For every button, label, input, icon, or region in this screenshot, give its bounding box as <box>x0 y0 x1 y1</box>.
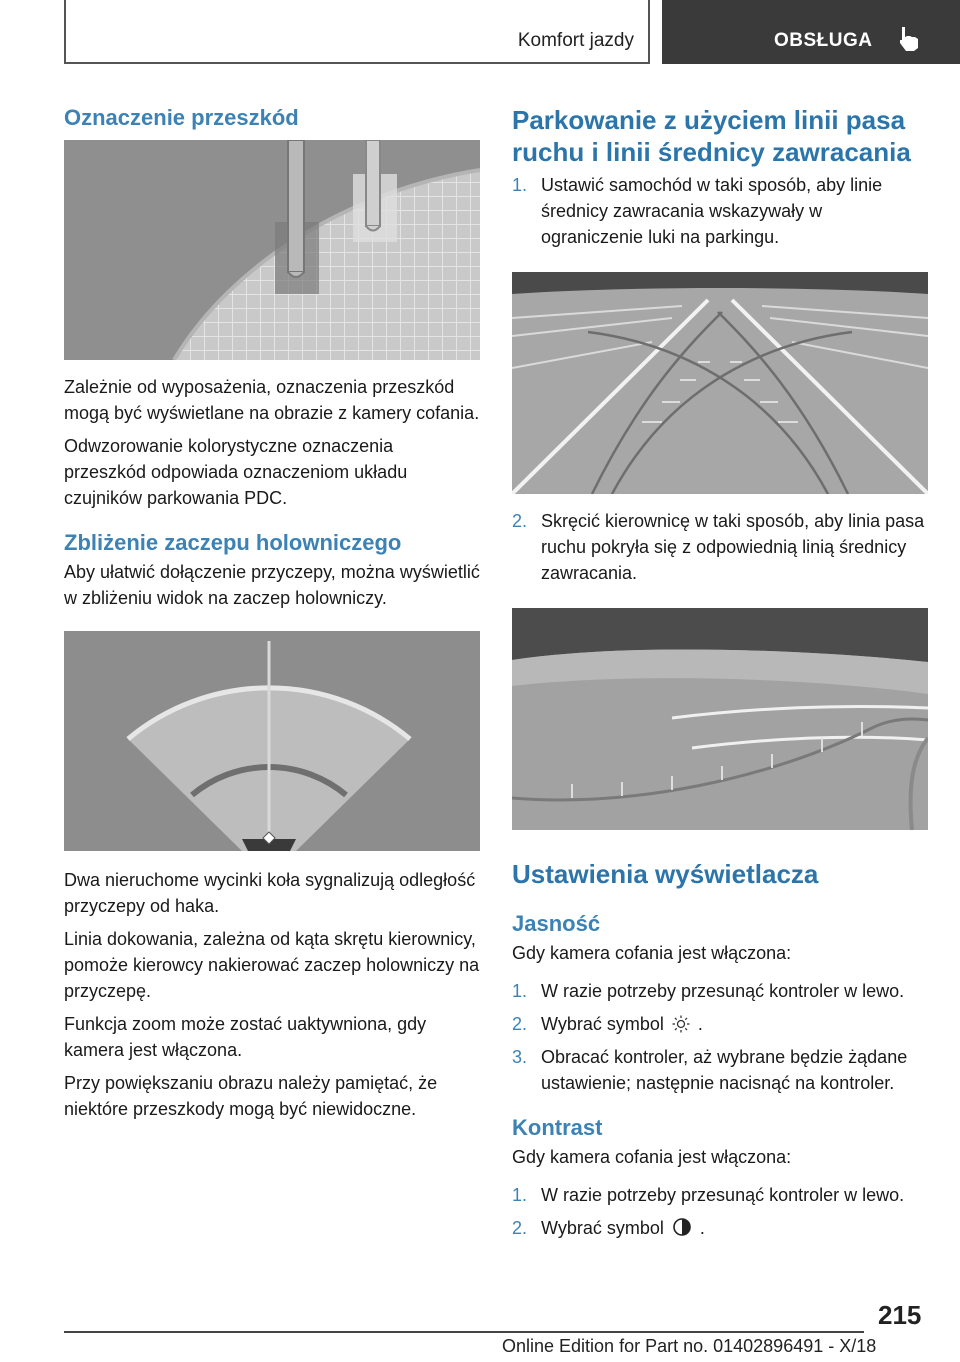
hitch-zoom-figure <box>64 631 480 851</box>
list-item <box>512 508 928 586</box>
brightness-intro: Gdy kamera cofania jest włączona: <box>512 943 792 963</box>
header-frame-divider <box>648 0 650 64</box>
step-text-after: . <box>699 1218 705 1238</box>
list-item <box>512 1182 928 1208</box>
paragraph-hitch-2: Dwa nieruchome wycinki koła sygnalizują odległość przyczepy od haka. <box>64 870 476 916</box>
heading-hitch-zoom: Zbliżenie zaczepu holowniczego <box>64 530 402 555</box>
step-text: Ustawić samochód w taki sposób, aby linie średnicy zawracania wskazywały w ograniczenie luki na parkingu. <box>541 175 883 247</box>
parking-steps-list-2 <box>512 508 928 586</box>
step-text: W razie potrzeby przesunąć kontroler w lewo. <box>541 1185 905 1205</box>
header-frame-bottom <box>64 62 650 64</box>
paragraph-hitch-1: Aby ułatwić dołączenie przyczepy, można wyświetlić w zbliżeniu widok na zaczep holowniczy. <box>64 562 480 608</box>
brightness-icon <box>672 1015 690 1033</box>
list-item <box>512 1215 928 1241</box>
step-number: 3. <box>512 1047 528 1067</box>
paragraph-obstacle-2: Odwzorowanie kolorystyczne oznaczenia przeszkód odpowiada oznaczeniom układu czujników parkowania PDC. <box>64 436 408 508</box>
header-frame-left <box>64 0 66 64</box>
list-item <box>512 978 928 1004</box>
header-chapter-tab <box>662 0 960 64</box>
step-text: W razie potrzeby przesunąć kontroler w lewo. <box>541 981 905 1001</box>
step-text: Wybrać symbol <box>541 1218 664 1238</box>
contrast-icon <box>672 1217 692 1237</box>
header-chapter-label: OBSŁUGA <box>774 30 873 51</box>
step-text: Skręcić kierownicę w taki sposób, aby linia pasa ruchu pokryła się z odpowiednią linią średnicy zawracania. <box>541 511 925 583</box>
paragraph-hitch-3: Linia dokowania, zależna od kąta skrętu kierownicy, pomoże kierowcy nakierować zaczep holowniczy na przyczepę. <box>64 929 480 1001</box>
paragraph-hitch-4: Funkcja zoom może zostać uaktywniona, gdy kamera jest włączona. <box>64 1014 427 1060</box>
step-number: 2. <box>512 511 528 531</box>
heading-parking-lines: Parkowanie z użyciem linii pasa ruchu i linii średnicy zawracania <box>512 105 911 167</box>
turning-circle-figure <box>512 608 928 830</box>
footer-edition-text: Online Edition for Part no. 01402896491 - X/18 <box>502 1336 877 1356</box>
hand-pointer-icon <box>897 26 921 52</box>
step-number: 2. <box>512 1014 528 1034</box>
step-text-after: . <box>697 1014 703 1034</box>
header-section-title: Komfort jazdy <box>517 30 634 51</box>
step-number: 2. <box>512 1218 528 1238</box>
paragraph-hitch-5: Przy powiększaniu obrazu należy pamiętać, że niektóre przeszkody mogą być niewidoczne. <box>64 1073 438 1119</box>
parking-lines-figure <box>512 272 928 494</box>
heading-brightness: Jasność <box>512 911 601 936</box>
heading-obstacle-marking: Oznaczenie przeszkód <box>64 105 299 130</box>
step-number: 1. <box>512 981 528 1001</box>
paragraph-obstacle-1: Zależnie od wyposażenia, oznaczenia przeszkód mogą być wyświetlane na obrazie z kamery cofania. <box>64 377 480 423</box>
footer-rule <box>64 1331 864 1333</box>
contrast-intro: Gdy kamera cofania jest włączona: <box>512 1147 792 1167</box>
obstacle-marking-figure <box>64 140 480 360</box>
heading-display-settings: Ustawienia wyświetlacza <box>512 859 819 889</box>
list-item <box>512 172 928 250</box>
list-item <box>512 1044 928 1096</box>
step-text: Wybrać symbol <box>541 1014 664 1034</box>
step-number: 1. <box>512 175 528 195</box>
left-column <box>64 104 480 1129</box>
right-column <box>512 104 928 1248</box>
parking-steps-list <box>512 172 928 250</box>
step-number: 1. <box>512 1185 528 1205</box>
contrast-steps-list <box>512 1182 928 1241</box>
page-number: 215 <box>878 1300 922 1330</box>
heading-contrast: Kontrast <box>512 1115 603 1140</box>
step-text: Obracać kontroler, aż wybrane będzie żądane ustawienie; następnie nacisnąć na kontroler. <box>541 1047 908 1093</box>
list-item <box>512 1011 928 1037</box>
brightness-steps-list <box>512 978 928 1096</box>
